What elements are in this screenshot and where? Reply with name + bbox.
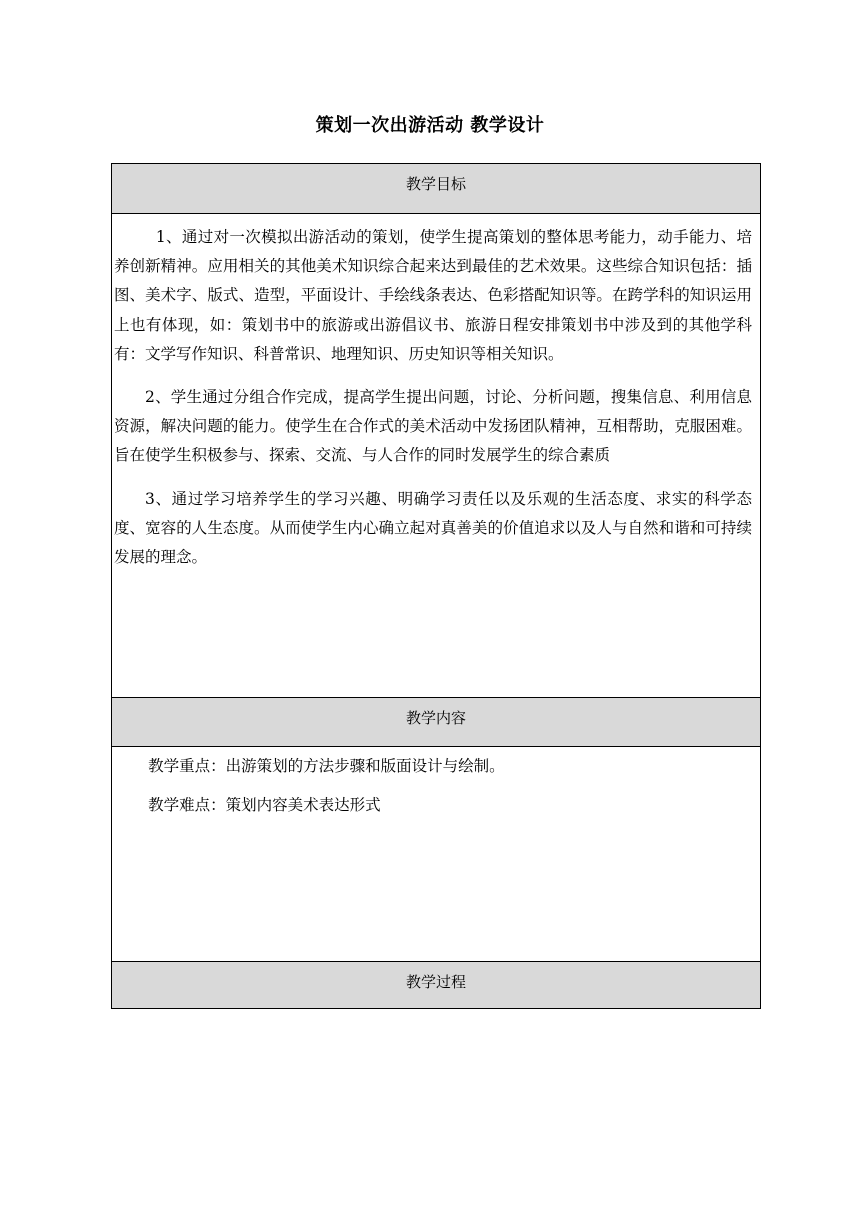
objectives-body-row xyxy=(112,213,760,697)
objective-paragraph-1: 1、通过对一次模拟出游活动的策划，使学生提高策划的整体思考能力，动手能力、培养创新精神。应用相关的其他美术知识综合起来达到最佳的艺术效果。这些综合知识包括：插图、美术字、版式、造型，平面设计、手绘线条表达、色彩搭配知识等。在跨学科的知识运用上也有体现，如：策划书中的旅游或出游倡议书、旅游日程安排策划书中涉及到的其他学科有：文学写作知识、科普常识、地理知识、历史知识等相关知识。 xyxy=(114,228,752,363)
process-header-row xyxy=(112,961,760,1008)
document-title: 策划一次出游活动 教学设计 xyxy=(315,115,545,136)
difficult-point-text: 教学难点：策划内容美术表达形式 xyxy=(148,796,381,815)
objective-paragraph-3: 3、通过学习培养学生的学习兴趣、明确学习责任以及乐观的生活态度、求实的科学态度、宽容的人生态度。从而使学生内心确立起对真善美的价值追求以及人与自然和谐和可持续发展的理念。 xyxy=(114,489,752,567)
key-point-text: 教学重点：出游策划的方法步骤和版面设计与绘制。 xyxy=(148,757,505,775)
objectives-header-row xyxy=(112,164,760,213)
content-header-row xyxy=(112,697,760,746)
process-heading: 教学过程 xyxy=(405,973,466,991)
lesson-plan-table xyxy=(111,163,761,1009)
content-body-row xyxy=(112,746,760,961)
content-heading: 教学内容 xyxy=(405,709,466,727)
objectives-heading: 教学目标 xyxy=(405,175,466,193)
objective-paragraph-2: 2、学生通过分组合作完成，提高学生提出问题，讨论、分析问题，搜集信息、利用信息资源，解决问题的能力。使学生在合作式的美术活动中发扬团队精神，互相帮助，克服困难。旨在使学生积极参与、探索、交流、与人合作的同时发展学生的综合素质 xyxy=(114,388,752,465)
